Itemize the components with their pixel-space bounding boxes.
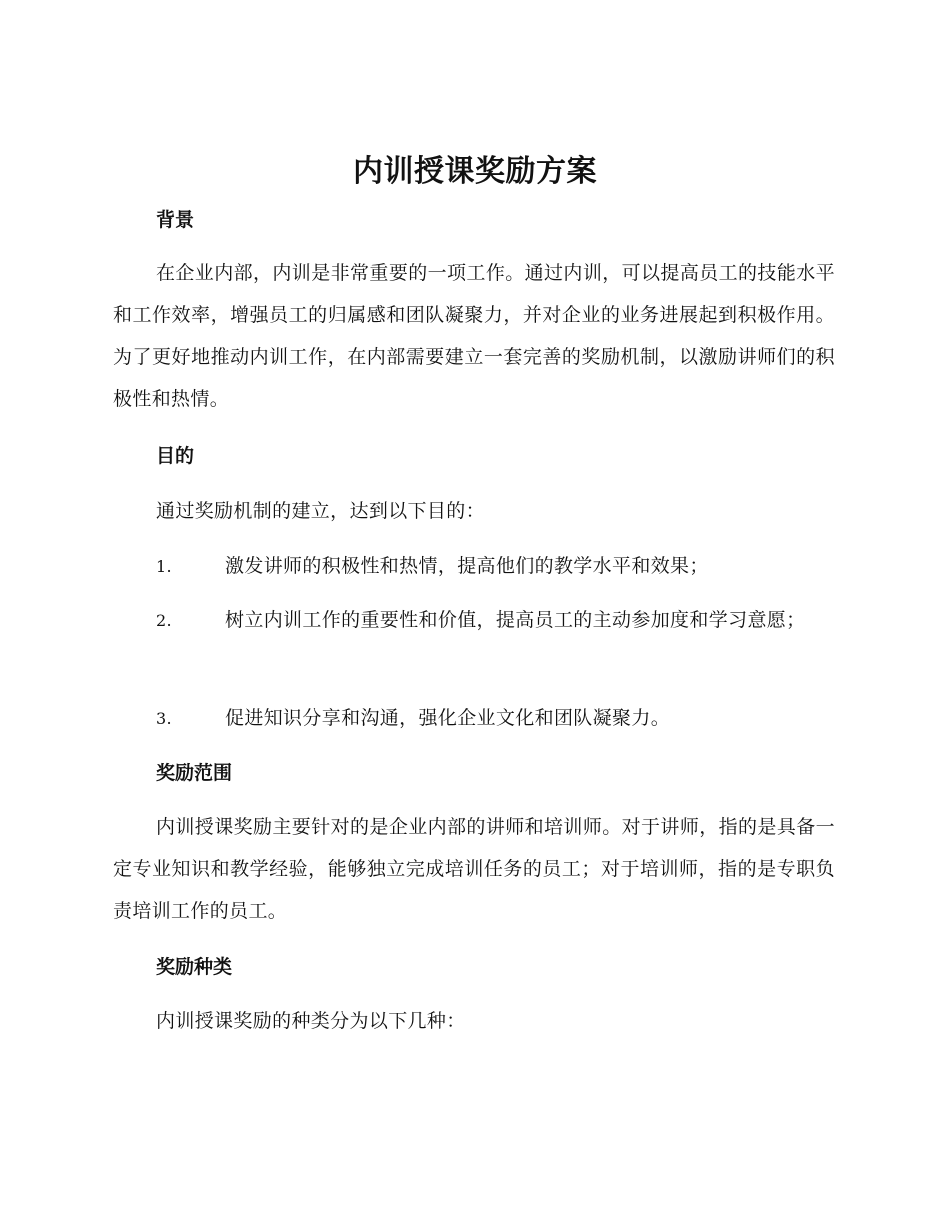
section-heading-purpose: 目的 [156, 445, 195, 467]
section-heading-types: 奖励种类 [156, 956, 233, 978]
list-text: 激发讲师的积极性和热情，提高他们的教学水平和效果； [225, 555, 709, 577]
list-text: 树立内训工作的重要性和价值，提高员工的主动参加度和学习意愿； [225, 609, 806, 631]
purpose-list-item-3 [113, 697, 835, 740]
section-heading-scope: 奖励范围 [156, 762, 233, 784]
list-text: 促进知识分享和沟通，强化企业文化和团队凝聚力。 [225, 707, 671, 729]
list-number: 2. [156, 611, 172, 630]
purpose-intro: 通过奖励机制的建立，达到以下目的： [156, 500, 485, 522]
purpose-list-item-1 [113, 545, 835, 588]
scope-paragraph: 内训授课奖励主要针对的是企业内部的讲师和培训师。对于讲师，指的是具备一定专业知识和教学经验，能够独立完成培训任务的员工；对于培训师，指的是专职负责培训工作的员工。 [113, 816, 835, 922]
types-intro: 内训授课奖励的种类分为以下几种： [156, 1010, 466, 1032]
section-heading-background: 背景 [156, 209, 195, 231]
list-number: 3. [156, 709, 172, 728]
background-paragraph: 在企业内部，内训是非常重要的一项工作。通过内训，可以提高员工的技能水平和工作效率，增强员工的归属感和团队凝聚力，并对企业的业务进展起到积极作用。为了更好地推动内训工作，在内部需要建立一套完善的奖励机制，以激励讲师们的积极性和热情。 [113, 262, 835, 410]
purpose-list-item-2 [113, 599, 835, 642]
list-number: 1. [156, 557, 172, 576]
document-title: 内训授课奖励方案 [353, 154, 597, 189]
